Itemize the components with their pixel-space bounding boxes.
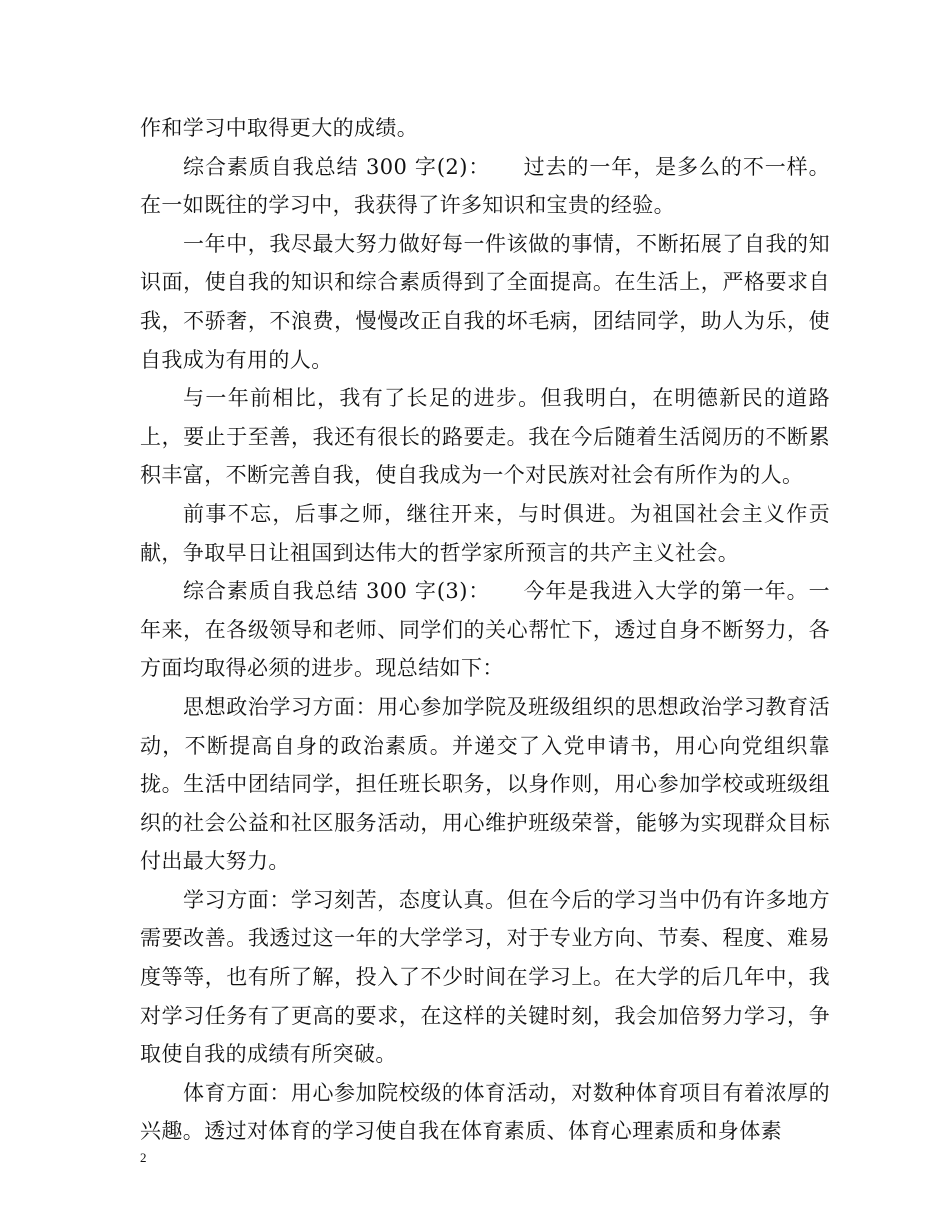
- page-number: 2: [140, 1150, 147, 1165]
- paragraph: 体育方面：用心参加院校级的体育活动，对数种体育项目有着浓厚的兴趣。透过对体育的学习使自我在体育素质、体育心理素质和身体素: [140, 1080, 830, 1144]
- paragraph: 一年中，我尽最大努力做好每一件该做的事情，不断拓展了自我的知识面，使自我的知识和综合素质得到了全面提高。在生活上，严格要求自我，不骄奢，不浪费，慢慢改正自我的坏毛病，团结同学，助人为乐，使自我成为有用的人。: [140, 231, 830, 372]
- paragraph: 学习方面：学习刻苦，态度认真。但在今后的学习当中仍有许多地方需要改善。我透过这一年的大学学习，对于专业方向、节奏、程度、难易度等等，也有所了解，投入了不少时间在学习上。在大学的后几年中，我对学习任务有了更高的要求，在这样的关键时刻，我会加倍努力学习，争取使自我的成绩有所突破。: [140, 887, 830, 1067]
- paragraph: 综合素质自我总结 300 字(2)： 过去的一年，是多么的不一样。在一如既往的学习中，我获得了许多知识和宝贵的经验。: [140, 154, 830, 218]
- paragraph: 前事不忘，后事之师，继往开来，与时俱进。为祖国社会主义作贡献，争取早日让祖国到达伟大的哲学家所预言的共产主义社会。: [140, 501, 830, 565]
- paragraph: 作和学习中取得更大的成绩。: [140, 116, 419, 140]
- document-body: [140, 109, 830, 1151]
- paragraph: 综合素质自我总结 300 字(3)： 今年是我进入大学的第一年。一年来，在各级领导和老师、同学们的关心帮忙下，透过自身不断努力，各方面均取得必须的进步。现总结如下：: [140, 579, 830, 681]
- paragraph: 与一年前相比，我有了长足的进步。但我明白，在明德新民的道路上，要止于至善，我还有很长的路要走。我在今后随着生活阅历的不断累积丰富，不断完善自我，使自我成为一个对民族对社会有所作为的人。: [140, 386, 830, 488]
- paragraph: 思想政治学习方面：用心参加学院及班级组织的思想政治学习教育活动，不断提高自身的政治素质。并递交了入党申请书，用心向党组织靠拢。生活中团结同学，担任班长职务，以身作则，用心参加学校或班级组织的社会公益和社区服务活动，用心维护班级荣誉，能够为实现群众目标付出最大努力。: [140, 694, 830, 874]
